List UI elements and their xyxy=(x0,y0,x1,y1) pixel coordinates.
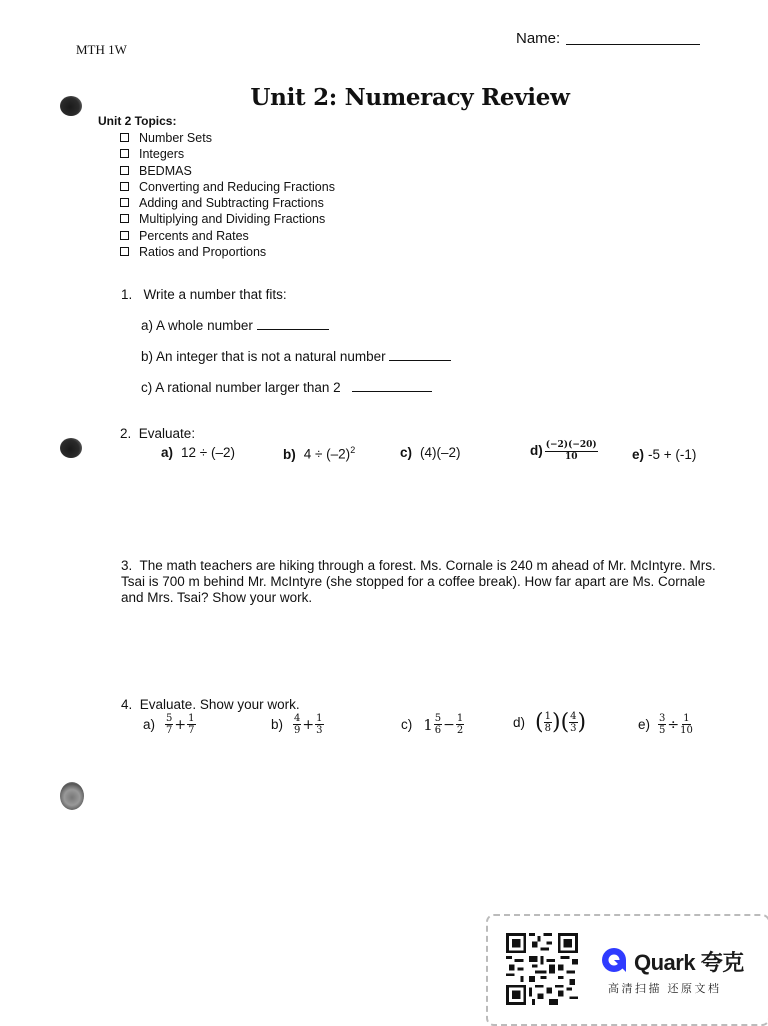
topic-item xyxy=(120,211,335,227)
topics-list xyxy=(120,130,335,260)
topic-label: BEDMAS xyxy=(139,163,192,178)
whole-number: 1 xyxy=(423,715,433,734)
part-text: A whole number xyxy=(156,318,253,333)
page-title: Unit 2: Numeracy Review xyxy=(250,84,570,111)
question-prompt: Write a number that fits: xyxy=(143,287,287,302)
q4-part-e xyxy=(638,713,693,736)
operator: ÷ xyxy=(667,716,680,733)
q2-part-a xyxy=(161,445,235,460)
fraction: $\frac{5}{6}$ xyxy=(434,713,442,736)
question-prompt: Evaluate. Show your work. xyxy=(139,697,300,712)
checkbox-icon xyxy=(120,166,129,175)
part-label: d) xyxy=(513,715,526,730)
topics-heading: Unit 2 Topics: xyxy=(98,114,177,128)
part-text: A rational number larger than 2 xyxy=(155,380,341,395)
question-1a xyxy=(141,318,329,333)
punch-hole xyxy=(60,438,82,458)
part-label: a) xyxy=(161,445,174,460)
part-label: c) xyxy=(141,380,153,395)
question-2 xyxy=(120,426,195,441)
question-4 xyxy=(121,697,300,712)
checkbox-icon xyxy=(120,149,129,158)
expression: -5 + (-1) xyxy=(648,447,697,462)
name-field[interactable] xyxy=(516,30,700,47)
quark-brand: Quark 夸克 xyxy=(634,950,744,975)
expression: 12 ÷ (–2) xyxy=(181,445,235,460)
quark-subtitle: 高清扫描 还原文档 xyxy=(608,983,722,995)
punch-hole xyxy=(60,96,82,116)
part-text: An integer that is not a natural number xyxy=(156,349,386,364)
q4-part-a xyxy=(143,713,196,736)
topic-label: Number Sets xyxy=(139,131,212,145)
part-label: e) xyxy=(632,447,645,462)
topic-label: Multiplying and Dividing Fractions xyxy=(139,212,326,227)
topic-item xyxy=(120,228,335,244)
part-label: b) xyxy=(141,349,154,364)
part-label: e) xyxy=(638,717,651,732)
topic-label: Adding and Subtracting Fractions xyxy=(139,196,324,211)
q2-part-e xyxy=(632,447,696,462)
operator: + xyxy=(302,716,315,733)
fraction: $\frac{3}{5}$ xyxy=(659,713,666,736)
question-number: 4. xyxy=(121,697,133,712)
q2-part-c xyxy=(400,445,461,460)
part-label: d) xyxy=(530,443,543,459)
fraction: $\frac{1}{2}$ xyxy=(456,713,464,736)
topic-label: Converting and Reducing Fractions xyxy=(139,179,335,194)
fraction: $\frac{1}{10}$ xyxy=(680,713,693,736)
expression: (4)(–2) xyxy=(420,445,461,460)
fraction: $\frac{1}{7}$ xyxy=(188,713,195,736)
part-label: b) xyxy=(271,717,284,732)
checkbox-icon xyxy=(120,247,129,256)
name-label: Name: xyxy=(516,30,561,47)
topic-label: Percents and Rates xyxy=(139,228,249,243)
exponent: 2 xyxy=(350,445,356,455)
part-label: a) xyxy=(141,318,154,333)
question-number: 2. xyxy=(120,426,132,441)
question-1b xyxy=(141,349,451,364)
answer-blank[interactable] xyxy=(389,360,451,361)
fraction: $\frac{4}{3}$ xyxy=(570,711,577,734)
part-label: a) xyxy=(143,717,156,732)
topic-item xyxy=(120,179,335,195)
answer-blank[interactable] xyxy=(352,391,432,392)
answer-blank[interactable] xyxy=(257,329,329,330)
topic-item xyxy=(120,130,335,146)
topic-item xyxy=(120,244,335,260)
topic-item xyxy=(120,163,335,179)
part-label: c) xyxy=(400,445,413,460)
name-blank-line[interactable] xyxy=(566,44,700,45)
question-prompt: Evaluate: xyxy=(138,426,196,441)
question-number: 1. xyxy=(121,287,133,302)
question-3 xyxy=(121,558,721,606)
operator: − xyxy=(443,716,455,733)
checkbox-icon xyxy=(120,182,129,191)
topic-item xyxy=(120,195,335,211)
question-1c xyxy=(141,380,432,395)
punch-hole xyxy=(60,782,84,810)
question-number: 3. xyxy=(121,558,133,573)
q4-part-d: d) ( $\frac{1}{8}$ )( $\frac{4}{3}$ ) xyxy=(513,710,587,735)
topic-label: Integers xyxy=(139,147,185,162)
expression: 4 ÷ (–2) xyxy=(303,446,351,462)
checkbox-icon xyxy=(120,231,129,240)
fraction: $\frac{5}{7}$ xyxy=(166,713,173,736)
q2-part-b xyxy=(283,445,355,462)
part-label: c) xyxy=(401,717,413,732)
q2-part-d xyxy=(530,440,598,463)
checkbox-icon xyxy=(120,214,129,223)
part-label: b) xyxy=(283,446,296,462)
checkbox-icon xyxy=(120,133,129,142)
question-text: The math teachers are hiking through a forest. Ms. Cornale is 240 m ahead of Mr. McIntyre. Mrs. Tsai is 700 m behind Mr. McIntyre (she stopped for a coffee break). How far apart are Ms. Cornale and Mrs. Tsai? Show your work. xyxy=(121,558,716,605)
fraction: $\frac{1}{8}$ xyxy=(544,711,551,734)
fraction: $\frac{(-2)(-20)}{10}$ xyxy=(545,440,597,462)
checkbox-icon xyxy=(120,198,129,207)
course-code: MTH 1W xyxy=(76,42,127,57)
fraction: $\frac{1}{3}$ xyxy=(316,713,323,736)
quark-logo-icon xyxy=(600,946,628,974)
fraction: $\frac{4}{9}$ xyxy=(294,713,301,736)
q4-part-b xyxy=(271,713,324,736)
operator: + xyxy=(174,716,187,733)
topic-item xyxy=(120,146,335,162)
q4-part-c xyxy=(401,713,464,736)
question-1 xyxy=(121,287,287,302)
topic-label: Ratios and Proportions xyxy=(139,245,267,260)
qr-code-icon xyxy=(504,933,580,1005)
